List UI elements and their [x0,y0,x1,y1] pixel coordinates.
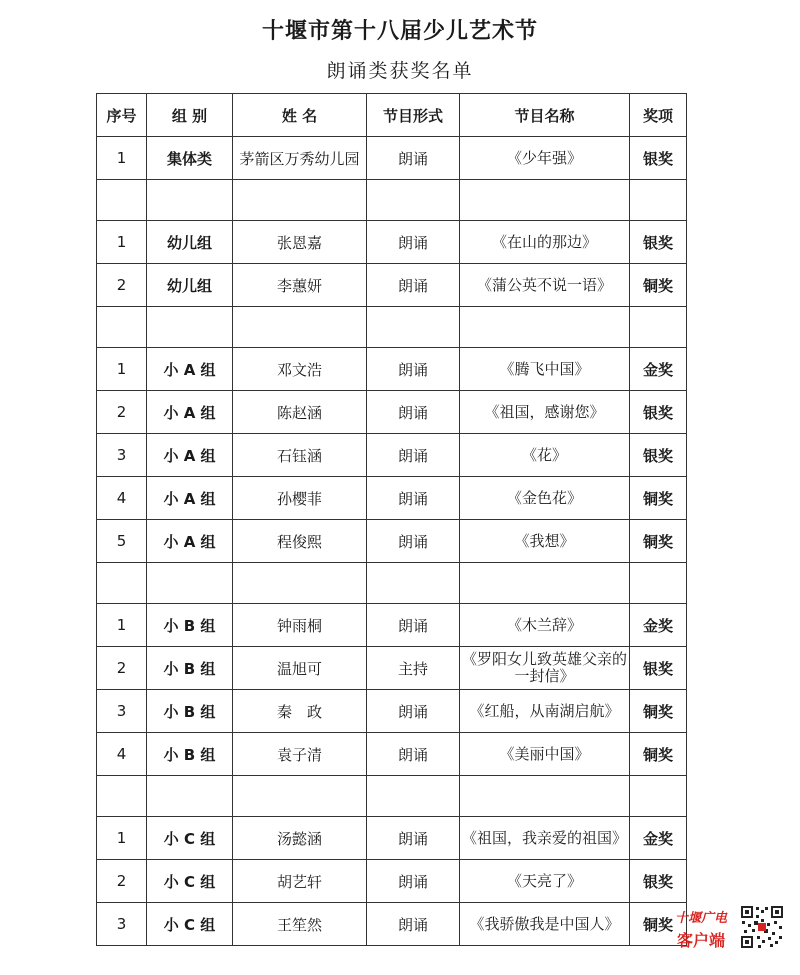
cell-format: 朗诵 [367,434,460,477]
cell-no: 3 [97,690,147,733]
empty-cell [630,307,687,348]
cell-award: 铜奖 [630,264,687,307]
cell-award: 铜奖 [630,690,687,733]
cell-no: 2 [97,264,147,307]
cell-award: 银奖 [630,391,687,434]
cell-no: 4 [97,477,147,520]
cell-piece: 《美丽中国》 [460,733,630,776]
empty-cell [367,307,460,348]
cell-piece: 《腾飞中国》 [460,348,630,391]
cell-award: 铜奖 [630,477,687,520]
cell-no: 3 [97,903,147,946]
cell-award: 铜奖 [630,520,687,563]
table-row [97,604,687,647]
empty-cell [233,563,367,604]
page-title: 十堰市第十八届少儿艺术节 [261,19,538,44]
table-row [97,137,687,180]
cell-piece: 《红船，从南湖启航》 [460,690,630,733]
column-header-no: 序号 [97,94,147,137]
cell-group: 小 A 组 [147,348,233,391]
cell-name: 王笙然 [233,903,367,946]
table-row [97,520,687,563]
cell-award: 金奖 [630,348,687,391]
empty-cell [233,776,367,817]
cell-award: 银奖 [630,647,687,690]
cell-no: 1 [97,137,147,180]
cell-no: 1 [97,817,147,860]
table-body [97,137,687,946]
awards-table [96,93,687,946]
cell-no: 5 [97,520,147,563]
cell-format: 朗诵 [367,264,460,307]
cell-format: 朗诵 [367,860,460,903]
cell-group: 小 B 组 [147,690,233,733]
cell-name: 邓文浩 [233,348,367,391]
section-spacer-row [97,180,687,221]
empty-cell [147,563,233,604]
cell-group: 小 C 组 [147,817,233,860]
cell-group: 小 C 组 [147,903,233,946]
cell-piece: 《花》 [460,434,630,477]
table-header-row [97,94,687,137]
cell-group: 小 A 组 [147,391,233,434]
table-row [97,817,687,860]
cell-no: 1 [97,604,147,647]
empty-cell [460,776,630,817]
column-header-format: 节目形式 [367,94,460,137]
cell-piece: 《我骄傲我是中国人》 [460,903,630,946]
cell-name: 程俊熙 [233,520,367,563]
watermark-line2: 客户端 [676,931,725,950]
cell-group: 小 A 组 [147,477,233,520]
table-row [97,733,687,776]
table-row [97,903,687,946]
cell-name: 陈赵涵 [233,391,367,434]
cell-name: 孙樱菲 [233,477,367,520]
empty-cell [460,307,630,348]
cell-piece: 《祖国，感谢您》 [460,391,630,434]
cell-name: 石钰涵 [233,434,367,477]
cell-group: 集体类 [147,137,233,180]
cell-award: 铜奖 [630,903,687,946]
column-header-award: 奖项 [630,94,687,137]
cell-award: 银奖 [630,137,687,180]
cell-format: 主持 [367,647,460,690]
cell-piece: 《祖国，我亲爱的祖国》 [460,817,630,860]
page-subtitle: 朗诵类获奖名单 [326,60,474,82]
cell-no: 2 [97,860,147,903]
cell-format: 朗诵 [367,903,460,946]
empty-cell [460,563,630,604]
empty-cell [97,307,147,348]
cell-award: 金奖 [630,817,687,860]
cell-name: 钟雨桐 [233,604,367,647]
table-row [97,477,687,520]
table-row [97,221,687,264]
qr-code-icon [740,905,784,949]
cell-no: 2 [97,391,147,434]
empty-cell [630,180,687,221]
cell-award: 金奖 [630,604,687,647]
cell-group: 小 A 组 [147,520,233,563]
empty-cell [147,776,233,817]
cell-group: 小 C 组 [147,860,233,903]
cell-group: 小 B 组 [147,647,233,690]
cell-name: 温旭可 [233,647,367,690]
cell-name: 李蕙妍 [233,264,367,307]
cell-name: 秦 政 [233,690,367,733]
empty-cell [367,563,460,604]
cell-name: 汤懿涵 [233,817,367,860]
cell-award: 铜奖 [630,733,687,776]
empty-cell [147,180,233,221]
cell-no: 1 [97,221,147,264]
empty-cell [460,180,630,221]
cell-piece: 《罗阳女儿致英雄父亲的一封信》 [460,647,630,690]
cell-no: 2 [97,647,147,690]
empty-cell [233,180,367,221]
column-header-group: 组 别 [147,94,233,137]
empty-cell [97,776,147,817]
cell-format: 朗诵 [367,137,460,180]
empty-cell [367,776,460,817]
cell-group: 幼儿组 [147,264,233,307]
cell-name: 袁子清 [233,733,367,776]
cell-format: 朗诵 [367,690,460,733]
cell-group: 小 A 组 [147,434,233,477]
cell-format: 朗诵 [367,520,460,563]
cell-format: 朗诵 [367,348,460,391]
cell-award: 银奖 [630,860,687,903]
table-row [97,647,687,690]
cell-piece: 《蒲公英不说一语》 [460,264,630,307]
column-header-piece: 节目名称 [460,94,630,137]
cell-piece: 《金色花》 [460,477,630,520]
empty-cell [233,307,367,348]
cell-group: 小 B 组 [147,733,233,776]
table-row [97,391,687,434]
column-header-name: 姓 名 [233,94,367,137]
cell-format: 朗诵 [367,477,460,520]
table-row [97,690,687,733]
empty-cell [97,563,147,604]
cell-no: 1 [97,348,147,391]
watermark-logo [660,905,742,953]
cell-format: 朗诵 [367,733,460,776]
cell-name: 茅箭区万秀幼儿园 [233,137,367,180]
cell-group: 幼儿组 [147,221,233,264]
table-row [97,434,687,477]
watermark-line1: 十堰广电 [674,911,727,926]
cell-format: 朗诵 [367,221,460,264]
table-row [97,860,687,903]
cell-piece: 《我想》 [460,520,630,563]
section-spacer-row [97,307,687,348]
cell-name: 张恩嘉 [233,221,367,264]
cell-piece: 《木兰辞》 [460,604,630,647]
empty-cell [630,563,687,604]
table-row [97,348,687,391]
cell-award: 银奖 [630,434,687,477]
cell-format: 朗诵 [367,604,460,647]
cell-award: 银奖 [630,221,687,264]
empty-cell [147,307,233,348]
cell-format: 朗诵 [367,391,460,434]
cell-no: 4 [97,733,147,776]
cell-no: 3 [97,434,147,477]
cell-piece: 《在山的那边》 [460,221,630,264]
empty-cell [97,180,147,221]
cell-piece: 《天亮了》 [460,860,630,903]
section-spacer-row [97,563,687,604]
section-spacer-row [97,776,687,817]
empty-cell [630,776,687,817]
cell-format: 朗诵 [367,817,460,860]
cell-piece: 《少年强》 [460,137,630,180]
table-row [97,264,687,307]
empty-cell [367,180,460,221]
cell-group: 小 B 组 [147,604,233,647]
cell-name: 胡艺轩 [233,860,367,903]
